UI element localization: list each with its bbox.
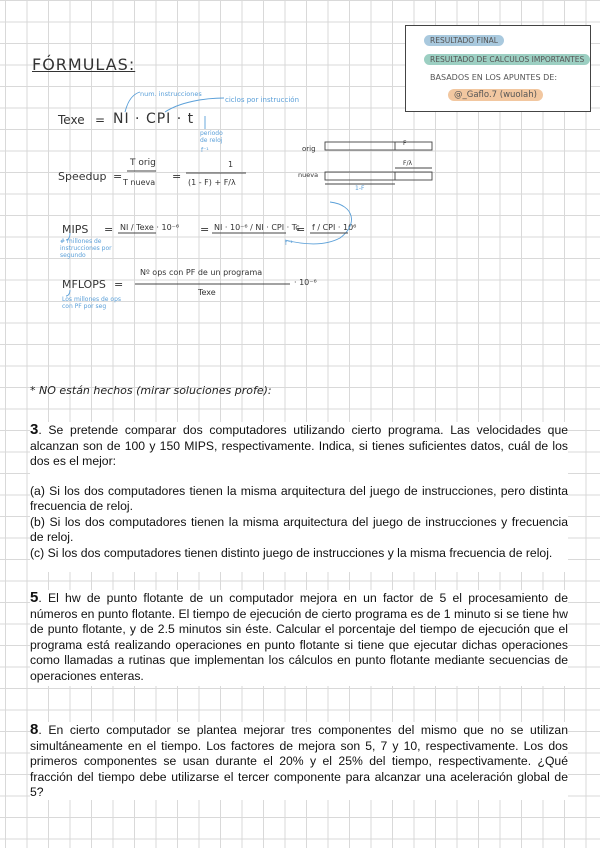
mips-formula-2: NI · 10⁻⁶ / NI · CPI · Tc xyxy=(214,223,300,232)
mips-equals: = xyxy=(104,223,114,236)
bar-orig-label: orig xyxy=(302,145,316,153)
mips-formula-1: NI / Texe · 10⁻⁶ xyxy=(120,223,180,232)
mflops-label: MFLOPS xyxy=(62,278,106,291)
speedup-equals: = xyxy=(113,170,123,183)
mips-f-mark: f⁻¹ xyxy=(285,240,293,247)
exercise-5-text: . El hw de punto flotante de un computador mejora en un factor de 5 el procesamiento de números en punto flotante. El tiempo de ejecución de cierto programa es de 1 minuto si se tiene hw de punto flotante, y de 2.5 minutos sin éste. Calcular el porcentaje del tiempo de ejecución que el programa está realizando operaciones en punto flotante si tiene que ejecutar dichas operaciones como llamadas a rutinas que implementan los cálculos en punto flotante mediante secuencias de operaciones enteras. xyxy=(30,591,568,683)
page-title: FÓRMULAS: xyxy=(32,55,136,74)
exercise-3-a: (a) Si los dos computadores tienen la misma arquitectura del juego de instrucciones, pero distinta frecuencia de reloj. xyxy=(30,483,568,513)
mips-equals-2: = xyxy=(200,223,210,236)
exercise-8-text: . En cierto computador se plantea mejorar tres componentes del mismo que no se utilizan simultáneamente en el tiempo. Los factores de mejora son 5, 7 y 10, respectivamente. Los dos primeros componentes se usan durante el 20% y el 25% del tiempo, respectivamente. ¿Qué fracción del tiempo debe utilizarse el tercer componente para alcanzar una aceleración global de 5? xyxy=(30,723,568,799)
exercise-3-number: 3 xyxy=(30,421,39,438)
annotation-instructions: num. instrucciones xyxy=(140,90,202,98)
speedup-denominator: T nueva xyxy=(123,178,156,187)
mips-equals-3: = xyxy=(296,223,306,236)
exercise-5 xyxy=(30,590,568,686)
texe-formula: NI · CPI · t xyxy=(113,111,195,127)
exercise-3-c: (c) Si los dos computadores tienen distinto juego de instrucciones y la misma frecuencia de reloj. xyxy=(30,545,553,560)
mflops-multiplier: · 10⁻⁶ xyxy=(294,278,317,287)
mips-formula-3: f / CPI · 10⁶ xyxy=(312,223,357,232)
bar-1f-label: 1-F xyxy=(355,185,365,192)
annotation-mflops: Los millones de ops con PF por seg xyxy=(62,296,121,310)
bar-f-label: F xyxy=(403,140,407,147)
legend-box xyxy=(405,25,591,112)
legend-author: @_Gaflo.7 (wuolah) xyxy=(448,89,543,101)
legend-important-calcs: RESULTADO DE CALCULOS IMPORTANTES xyxy=(424,54,590,65)
texe-equals: = xyxy=(95,113,106,127)
annotation-cycles: ciclos por instrucción xyxy=(225,96,300,104)
speedup-numerator: T orig xyxy=(130,158,156,168)
exercise-5-number: 5 xyxy=(30,589,39,606)
exercise-8 xyxy=(30,722,568,800)
bar-fl-label: F/λ xyxy=(403,160,413,167)
mflops-numerator: Nº ops con PF de un programa xyxy=(140,268,263,277)
exercise-3-text: . Se pretende comparar dos computadores utilizando cierto programa. Las velocidades que alcanzan son de 100 y 150 MIPS, respectivamente. Indica, si tienes suficientes datos, cuál de los dos es el mejor: xyxy=(30,423,568,468)
speedup-label: Speedup xyxy=(58,170,107,183)
annotation-mips: # millones de instrucciones por segundo xyxy=(60,238,112,259)
speedup-denominator-2: (1 - F) + F/λ xyxy=(188,178,236,187)
exercise-3 xyxy=(30,422,568,572)
annotation-period: periodo de reloj xyxy=(200,130,223,144)
mflops-equals: = xyxy=(114,278,124,291)
speedup-numerator-2: 1 xyxy=(228,160,234,169)
legend-final-result: RESULTADO FINAL xyxy=(424,35,504,46)
bar-nueva-label: nueva xyxy=(298,171,319,179)
not-done-note: * NO están hechos (mirar soluciones profe): xyxy=(30,384,272,397)
speedup-equals-2: = xyxy=(172,170,182,183)
mips-label: MIPS xyxy=(62,223,89,236)
texe-label: Texe xyxy=(58,113,85,127)
exercise-3-b: (b) Si los dos computadores tienen la misma arquitectura del juego de instrucciones y frecuencia de reloj. xyxy=(30,514,568,544)
mflops-denominator: Texe xyxy=(198,288,216,297)
annotation-period-sub: f⁻¹ xyxy=(201,147,209,154)
exercise-8-number: 8 xyxy=(30,721,39,738)
legend-based-on: BASADOS EN LOS APUNTES DE: xyxy=(430,73,558,82)
